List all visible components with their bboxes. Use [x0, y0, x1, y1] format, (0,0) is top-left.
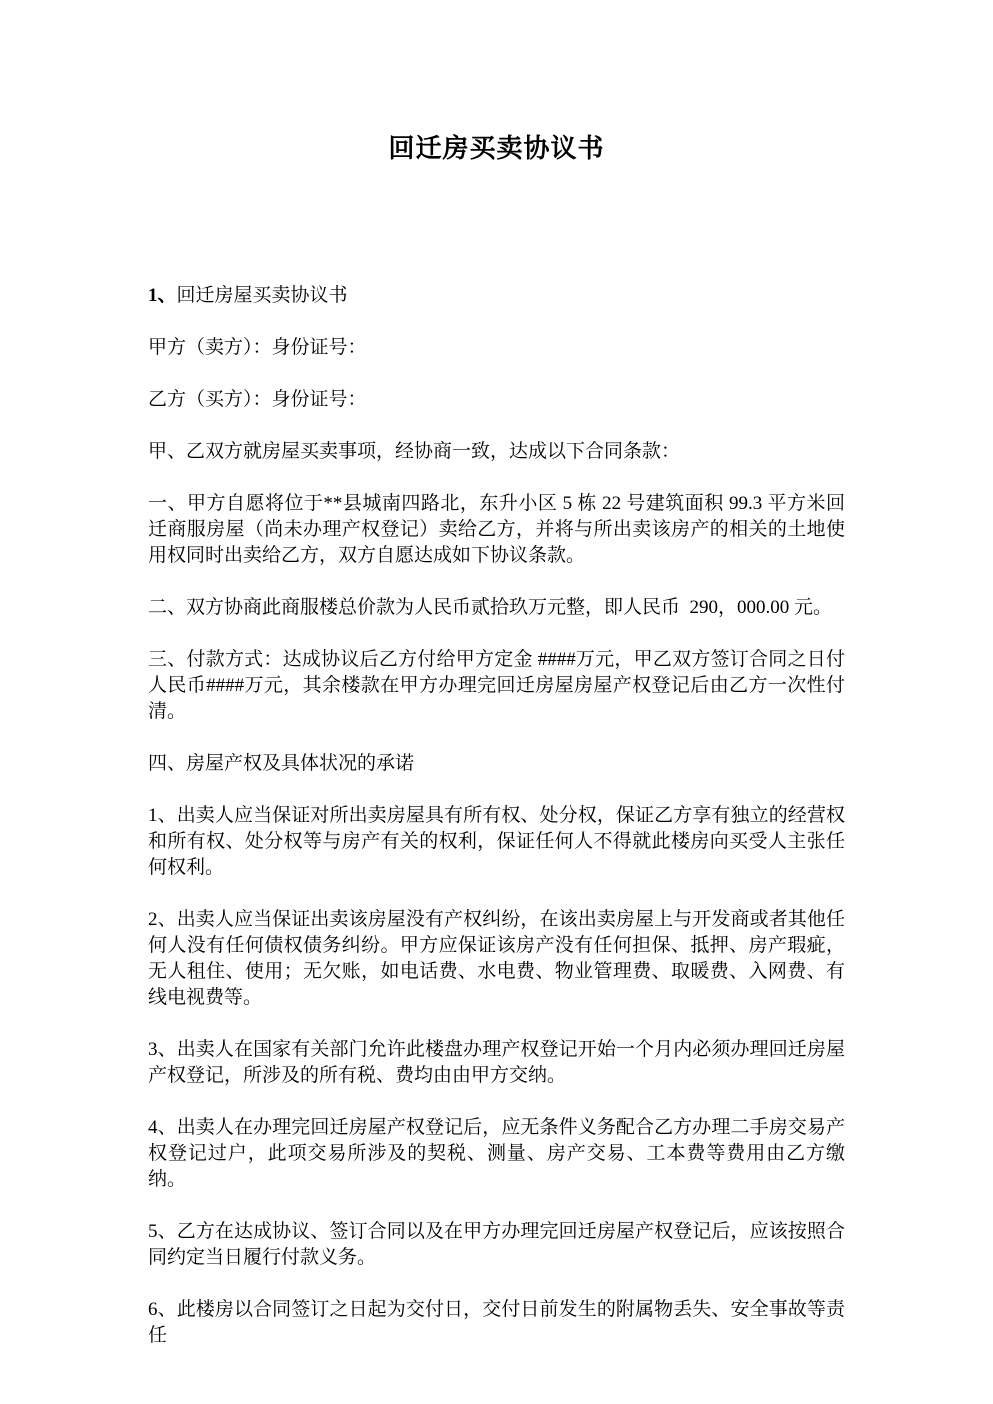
clause-2: 二、双方协商此商服楼总价款为人民币贰拾玖万元整，即人民币 290，000.00 元。 [148, 597, 833, 618]
party-b-line: 乙方（买方）：身份证号： [148, 389, 367, 410]
subclause-3: 3、出卖人在国家有关部门允许此楼盘办理产权登记开始一个月内必须办理回迁房屋产权登记，所涉及的所有税、费均由由甲方交纳。 [148, 1039, 845, 1086]
item-heading [148, 283, 845, 309]
party-a-line: 甲方（卖方）：身份证号： [148, 337, 367, 358]
subclause-4: 4、出卖人在办理完回迁房屋产权登记后，应无条件义务配合乙方办理二手房交易产权登记过户，此项交易所涉及的契税、测量、房产交易、工本费等费用由乙方缴纳。 [148, 1117, 845, 1190]
subclause-5: 5、乙方在达成协议、签订合同以及在甲方办理完回迁房屋产权登记后，应该按照合同约定当日履行付款义务。 [148, 1221, 845, 1268]
clause-4-heading: 四、房屋产权及具体状况的承诺 [148, 753, 415, 774]
subclause-2: 2、出卖人应当保证出卖该房屋没有产权纠纷，在该出卖房屋上与开发商或者其他任何人没有任何债权债务纠纷。甲方应保证该房产没有任何担保、抵押、房产瑕疵，无人租住、使用；无欠账，如电话费、水电费、物业管理费、取暖费、入网费、有线电视费等。 [148, 909, 845, 1008]
clause-3: 三、付款方式：达成协议后乙方付给甲方定金 ####万元，甲乙双方签订合同之日付人民币####万元，其余楼款在甲方办理完回迁房屋房屋产权登记后由乙方一次性付清。 [148, 649, 845, 722]
subclause-1: 1、出卖人应当保证对所出卖房屋具有所有权、处分权，保证乙方享有独立的经营权和所有权、处分权等与房产有关的权利，保证任何人不得就此楼房向买受人主张任何权利。 [148, 805, 845, 878]
clause-1: 一、甲方自愿将位于**县城南四路北，东升小区 5 栋 22 号建筑面积 99.3 平方米回迁商服房屋（尚未办理产权登记）卖给乙方，并将与所出卖该房产的相关的土地使用权同时出卖给乙方，双方自愿达成如下协议条款。 [148, 493, 845, 566]
subclause-6: 6、此楼房以合同签订之日起为交付日，交付日前发生的附属物丢失、安全事故等责任 [148, 1299, 845, 1346]
intro-line: 甲、乙双方就房屋买卖事项，经协商一致，达成以下合同条款： [148, 441, 681, 462]
item-heading-number: 1、 [148, 285, 177, 306]
item-heading-text: 回迁房屋买卖协议书 [176, 285, 348, 306]
document-title: 回迁房买卖协议书 [388, 134, 605, 164]
